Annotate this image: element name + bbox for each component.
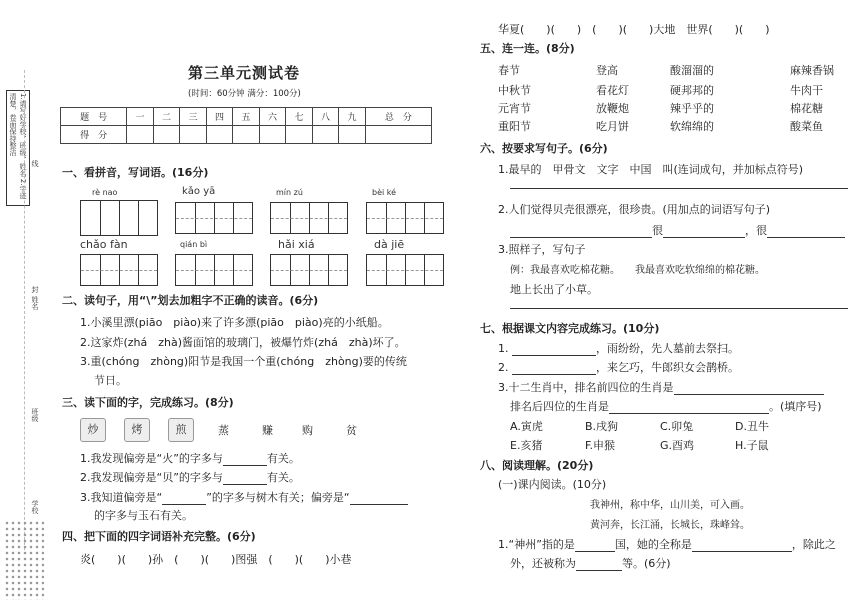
- option: B.戌狗: [585, 420, 619, 433]
- sentence-line: 3.重(chóng zhòng)阳节是我国一个重(chóng zhòng)要的传统: [80, 355, 407, 368]
- section-8-heading: 八、阅读理解。(20分): [480, 459, 594, 472]
- answer-blank[interactable]: [767, 226, 845, 238]
- seal-line-mark: 线: [31, 160, 39, 167]
- question-text: 2.我发现偏旁是“贝”的字多与: [80, 471, 223, 484]
- name-label: 姓名: [31, 296, 39, 310]
- question-line: [498, 359, 739, 375]
- pinyin-label: kǎo yā: [182, 186, 216, 197]
- section-7-heading: 七、根据课文内容完成练习。(10分): [480, 322, 660, 335]
- answer-blank[interactable]: [609, 402, 769, 414]
- section-4-heading: 四、把下面的四字词语补充完整。(6分): [62, 530, 256, 543]
- decorative-dots: [4, 520, 44, 600]
- score-cell[interactable]: [180, 126, 207, 144]
- question-line: [498, 379, 824, 395]
- score-header-cell: 总 分: [365, 108, 431, 126]
- poem-line: 黄河奔，长江涌，长城长，珠峰耸。: [590, 520, 750, 531]
- question-text: 2.人们觉得贝壳很漂亮，很珍贵。(用加点的词语写句子): [498, 203, 771, 216]
- match-item[interactable]: 辣乎乎的: [670, 102, 714, 115]
- question-line: [498, 340, 739, 356]
- score-header-cell: 一: [127, 108, 154, 126]
- question-line: [510, 555, 671, 571]
- match-item[interactable]: 麻辣香锅: [790, 64, 834, 77]
- score-header-cell: 五: [233, 108, 260, 126]
- match-item[interactable]: 软绵绵的: [670, 120, 714, 133]
- match-item[interactable]: 硬邦邦的: [670, 84, 714, 97]
- score-table: [60, 107, 432, 144]
- question-line: [510, 222, 845, 238]
- exam-notes: 1.请写好学校、班级、姓名 2.字迹清楚，卷面保持整洁: [6, 90, 30, 206]
- match-item[interactable]: 春节: [498, 64, 520, 77]
- match-item[interactable]: 酸菜鱼: [790, 120, 823, 133]
- section-1-heading: 一、看拼音，写词语。(16分): [62, 166, 209, 179]
- idiom-blanks[interactable]: 华夏( )( ) ( )( )大地 世界( )( ): [498, 23, 770, 36]
- option: A.寅虎: [510, 420, 543, 433]
- score-header-cell: 四: [206, 108, 233, 126]
- writing-grid[interactable]: [270, 202, 348, 234]
- character: 购: [302, 424, 313, 437]
- answer-blank[interactable]: [575, 540, 615, 552]
- answer-blank[interactable]: [674, 383, 824, 395]
- character: 蒸: [218, 424, 229, 437]
- pinyin-label: chǎo fàn: [80, 238, 128, 251]
- match-item[interactable]: 牛肉干: [790, 84, 823, 97]
- option: C.卯兔: [660, 420, 694, 433]
- section-3-heading: 三、读下面的字，完成练习。(8分): [62, 396, 234, 409]
- question-text: 国，她的全称是: [614, 538, 692, 551]
- score-cell[interactable]: [233, 126, 260, 144]
- question-text: 1.最早的 甲骨文 文字 中国 叫(连词成句，并加标点符号): [498, 163, 804, 176]
- writing-grid[interactable]: [80, 254, 158, 286]
- answer-blank[interactable]: [223, 454, 267, 466]
- question-text: 3.十二生肖中，排名前四位的生肖是: [498, 381, 674, 394]
- writing-grid[interactable]: [175, 254, 253, 286]
- answer-blank[interactable]: [223, 473, 267, 485]
- idiom-blanks[interactable]: 炎( )( )孙 ( )( )图强 ( )( )小巷: [80, 553, 352, 566]
- question-text: 1.我发现偏旁是“火”的字多与: [80, 452, 223, 465]
- sentence-line: 2.这家炸(zhá zhà)酱面馆的玻璃门，被爆竹炸(zhá zhà)坏了。: [80, 336, 406, 349]
- score-cell[interactable]: [153, 126, 180, 144]
- example-sentence: 例：我最喜欢吃棉花糖。 我最喜欢吃软绵绵的棉花糖。: [510, 265, 765, 276]
- match-item[interactable]: 登高: [596, 64, 618, 77]
- seal-dashed-line: [24, 70, 25, 550]
- score-cell[interactable]: [127, 126, 154, 144]
- question-text: 外，还被称为: [510, 557, 576, 570]
- question-text: 3.照样子，写句子: [498, 243, 586, 256]
- question-text: ，除此之: [791, 538, 836, 551]
- match-item[interactable]: 酸溜溜的: [670, 64, 714, 77]
- question-text: 等。(6分): [622, 557, 671, 570]
- question-text: ，雨纷纷，先人墓前去祭扫。: [596, 342, 739, 355]
- match-item[interactable]: 中秋节: [498, 84, 531, 97]
- answer-blank[interactable]: [692, 540, 792, 552]
- score-cell[interactable]: [365, 126, 431, 144]
- score-cell[interactable]: [286, 126, 313, 144]
- question-text: 。(填序号): [769, 400, 822, 413]
- binding-margin: [0, 0, 48, 609]
- score-cell[interactable]: [206, 126, 233, 144]
- exam-subtitle: (时间：60分钟 满分：100分): [188, 89, 301, 99]
- writing-grid[interactable]: [366, 254, 444, 286]
- writing-grid[interactable]: [270, 254, 348, 286]
- option: F.申猴: [585, 439, 616, 452]
- subsection-heading: (一)课内阅读。(10分): [498, 478, 607, 491]
- question-text: 排名后四位的生肖是: [510, 400, 609, 413]
- section-6-heading: 六、按要求写句子。(6分): [480, 142, 608, 155]
- pinyin-label: dà jiē: [374, 238, 405, 251]
- question-text: 有关。: [266, 471, 300, 484]
- option: G.酉鸡: [660, 439, 695, 452]
- match-item[interactable]: 棉花糖: [790, 102, 823, 115]
- question-text: 的字多与玉石有关。: [94, 509, 193, 522]
- question-number: 1.: [498, 342, 509, 355]
- writing-grid[interactable]: [366, 202, 444, 234]
- score-cell[interactable]: [312, 126, 339, 144]
- answer-blank[interactable]: [663, 226, 745, 238]
- answer-blank[interactable]: [512, 363, 596, 375]
- score-header-cell: 六: [259, 108, 286, 126]
- match-item[interactable]: 看花灯: [596, 84, 629, 97]
- question-line: [80, 489, 408, 505]
- character-seal: 煎: [168, 418, 194, 442]
- answer-line[interactable]: [510, 188, 848, 189]
- answer-line[interactable]: [510, 308, 848, 309]
- score-header-cell: 三: [180, 108, 207, 126]
- writing-grid[interactable]: [175, 202, 253, 234]
- score-header-cell: 八: [312, 108, 339, 126]
- class-label: 班级: [31, 408, 39, 422]
- question-text: ，来乞巧，牛郎织女会鹊桥。: [596, 361, 739, 374]
- question-line: [80, 450, 300, 466]
- pinyin-label: qián bì: [180, 240, 208, 249]
- answer-blank[interactable]: [512, 344, 596, 356]
- question-line: [80, 469, 300, 485]
- seal-mark: 封: [31, 286, 39, 293]
- option: E.亥猪: [510, 439, 543, 452]
- writing-grid[interactable]: [80, 200, 158, 236]
- section-5-heading: 五、连一连。(8分): [480, 42, 575, 55]
- pinyin-label: mín zú: [276, 188, 303, 197]
- sentence-line: 节日。: [94, 374, 127, 387]
- score-cell[interactable]: [339, 126, 366, 144]
- score-header-cell: 题 号: [61, 108, 127, 126]
- question-text: 1.“神州”指的是: [498, 538, 575, 551]
- match-item[interactable]: 放鞭炮: [596, 102, 629, 115]
- score-row-label: 得 分: [61, 126, 127, 144]
- question-line: [498, 536, 836, 552]
- score-header-cell: 七: [286, 108, 313, 126]
- pinyin-label: rè nao: [92, 188, 118, 197]
- answer-blank[interactable]: [162, 493, 206, 505]
- question-line: [510, 398, 822, 414]
- page-title: 第三单元测试卷: [188, 64, 301, 82]
- match-item[interactable]: 吃月饼: [596, 120, 629, 133]
- poem-line: 我神州，称中华，山川美，可入画。: [590, 500, 750, 511]
- pinyin-label: bèi ké: [372, 188, 397, 197]
- character-seal: 炒: [80, 418, 106, 442]
- question-text: 3.我知道偏旁是“: [80, 491, 163, 504]
- score-header-cell: 九: [339, 108, 366, 126]
- character: 赚: [262, 424, 273, 437]
- question-text: 有关。: [266, 452, 300, 465]
- score-header-cell: 二: [153, 108, 180, 126]
- question-text: 很: [652, 224, 663, 237]
- question-number: 2.: [498, 361, 509, 374]
- question-text: ，很: [745, 224, 767, 237]
- school-label: 学校: [31, 500, 39, 514]
- question-text: 地上长出了小草。: [510, 283, 598, 296]
- pinyin-label: hǎi xiá: [278, 238, 315, 251]
- answer-blank[interactable]: [576, 559, 622, 571]
- match-item[interactable]: 元宵节: [498, 102, 531, 115]
- score-cell[interactable]: [259, 126, 286, 144]
- question-text: ”的字多与树木有关；偏旁是“: [206, 491, 350, 504]
- answer-blank[interactable]: [350, 493, 408, 505]
- answer-blank[interactable]: [510, 226, 652, 238]
- option: D.丑牛: [735, 420, 769, 433]
- match-item[interactable]: 重阳节: [498, 120, 531, 133]
- character-seal: 烤: [124, 418, 150, 442]
- section-2-heading: 二、读句子，用“\”划去加粗字不正确的读音。(6分): [62, 294, 319, 307]
- option: H.子鼠: [735, 439, 769, 452]
- sentence-line: 1.小溪里漂(piāo piào)来了许多漂(piāo piào)亮的小纸船。: [80, 316, 389, 329]
- character: 贫: [346, 424, 357, 437]
